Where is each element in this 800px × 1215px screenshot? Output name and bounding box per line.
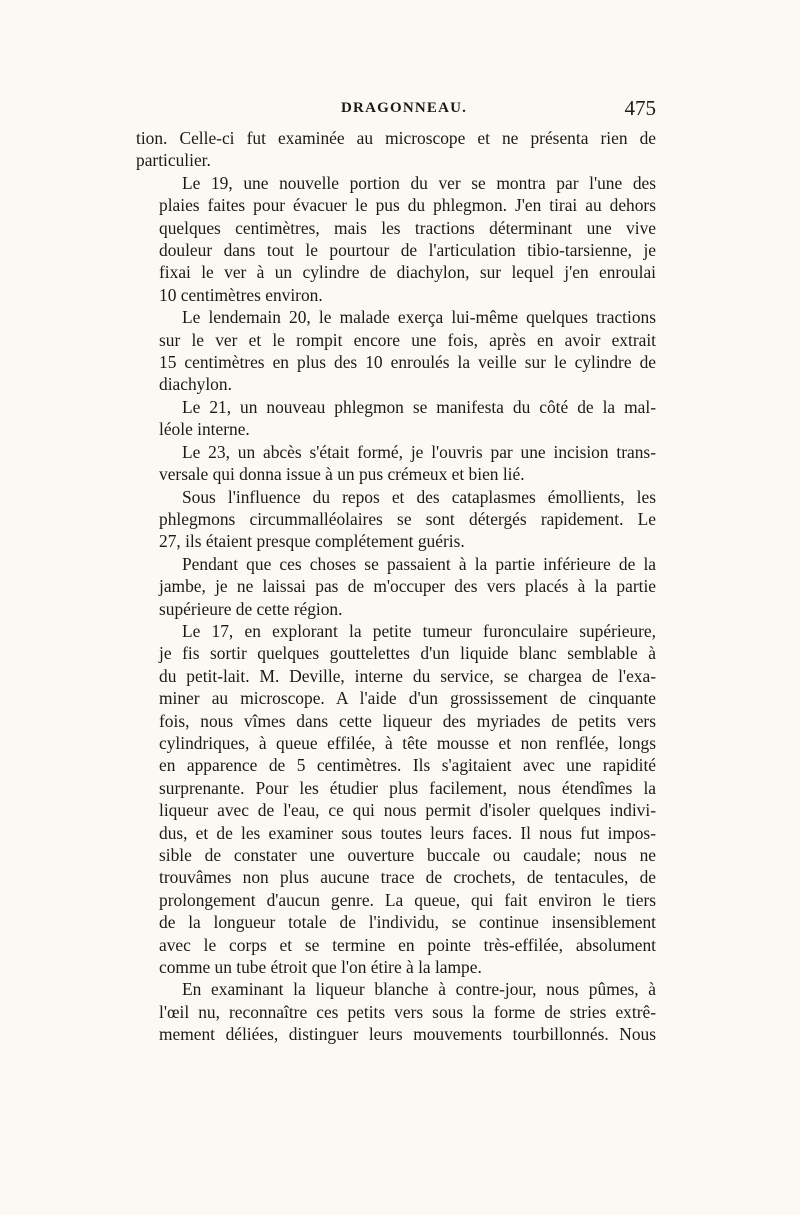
text-line: miner au microscope. A l'aide d'un grossissement de cinquante xyxy=(159,688,656,709)
text-line: avec le corps et se termine en pointe très-effilée, absolument xyxy=(159,934,656,955)
text-line: Le 23, un abcès s'était formé, je l'ouvris par une incision trans- xyxy=(182,441,656,462)
text-line: diachylon. xyxy=(159,374,232,395)
text-line: trouvâmes non plus aucune trace de crochets, de tentacules, de xyxy=(159,867,656,888)
paragraph xyxy=(136,306,656,396)
text-line: en apparence de 5 centimètres. Ils s'agitaient avec une rapidité xyxy=(159,755,656,776)
text-line: Le 17, en explorant la petite tumeur furonculaire supérieure, xyxy=(182,620,656,641)
text-line: particulier. xyxy=(136,150,211,171)
text-line: je fis sortir quelques gouttelettes d'un liquide blanc semblable à xyxy=(159,643,656,664)
text-line: supérieure de cette région. xyxy=(159,598,343,619)
text-line: surprenante. Pour les étudier plus facilement, nous étendîmes la xyxy=(159,777,656,798)
text-line: plaies faites pour évacuer le pus du phlegmon. J'en tirai au dehors xyxy=(159,195,656,216)
text-line: léole interne. xyxy=(159,419,250,440)
paragraph xyxy=(136,127,656,172)
text-line: Le 21, un nouveau phlegmon se manifesta du côté de la mal- xyxy=(182,396,656,417)
paragraph xyxy=(136,441,656,486)
paragraph xyxy=(136,172,656,306)
body-text xyxy=(136,127,656,1046)
paragraph xyxy=(136,553,656,620)
text-line: phlegmons circummalléolaires se sont détergés rapidement. Le xyxy=(159,508,656,529)
text-line: douleur dans tout le pourtour de l'articulation tibio-tarsienne, je xyxy=(159,240,656,261)
text-line: cylindriques, à queue effilée, à tête mousse et non renflée, longs xyxy=(159,732,656,753)
text-line: 27, ils étaient presque complétement guéris. xyxy=(159,531,465,552)
paragraph xyxy=(136,620,656,979)
text-line: dus, et de les examiner sous toutes leurs faces. Il nous fut impos- xyxy=(159,822,656,843)
text-line: Le 19, une nouvelle portion du ver se montra par l'une des xyxy=(182,172,656,193)
page-header xyxy=(136,98,656,128)
text-line: jambe, je ne laissai pas de m'occuper des vers placés à la partie xyxy=(159,576,656,597)
paragraph xyxy=(136,396,656,441)
text-line: Pendant que ces choses se passaient à la partie inférieure de la xyxy=(182,553,656,574)
text-line: liqueur avec de l'eau, ce qui nous permit d'isoler quelques indivi- xyxy=(159,800,656,821)
text-line: En examinant la liqueur blanche à contre-jour, nous pûmes, à xyxy=(182,979,656,1000)
page-number: 475 xyxy=(624,96,656,120)
text-line: 15 centimètres en plus des 10 enroulés la veille sur le cylindre de xyxy=(159,352,656,373)
paragraph xyxy=(136,978,656,1045)
text-line: Sous l'influence du repos et des cataplasmes émollients, les xyxy=(182,486,656,507)
text-line: sur le ver et le rompit encore une fois, après en avoir extrait xyxy=(159,329,656,350)
text-line: du petit-lait. M. Deville, interne du service, se chargea de l'exa- xyxy=(159,665,656,686)
text-line: sible de constater une ouverture buccale ou caudale; nous ne xyxy=(159,845,656,865)
text-line: mement déliées, distinguer leurs mouvements tourbillonnés. Nous xyxy=(159,1024,656,1045)
text-line: fixai le ver à un cylindre de diachylon, sur lequel j'en enroulai xyxy=(159,262,656,283)
text-line: de la longueur totale de l'individu, se continue insensiblement xyxy=(159,912,656,933)
paragraph xyxy=(136,486,656,553)
text-line: prolongement d'aucun genre. La queue, qui fait environ le tiers xyxy=(159,889,656,910)
text-line: comme un tube étroit que l'on étire à la lampe. xyxy=(159,957,482,978)
text-line: l'œil nu, reconnaître ces petits vers sous la forme de stries extrê- xyxy=(159,1001,656,1022)
text-line: Le lendemain 20, le malade exerça lui-même quelques tractions xyxy=(182,307,656,328)
text-line: quelques centimètres, mais les tractions déterminant une vive xyxy=(159,217,656,238)
text-line: tion. Celle-ci fut examinée au microscope et ne présenta rien de xyxy=(136,128,656,148)
text-line: versale qui donna issue à un pus crémeux et bien lié. xyxy=(159,464,525,485)
running-title: DRAGONNEAU. xyxy=(341,100,468,116)
text-line: fois, nous vîmes dans cette liqueur des myriades de petits vers xyxy=(159,710,656,731)
text-line: 10 centimètres environ. xyxy=(159,284,323,305)
